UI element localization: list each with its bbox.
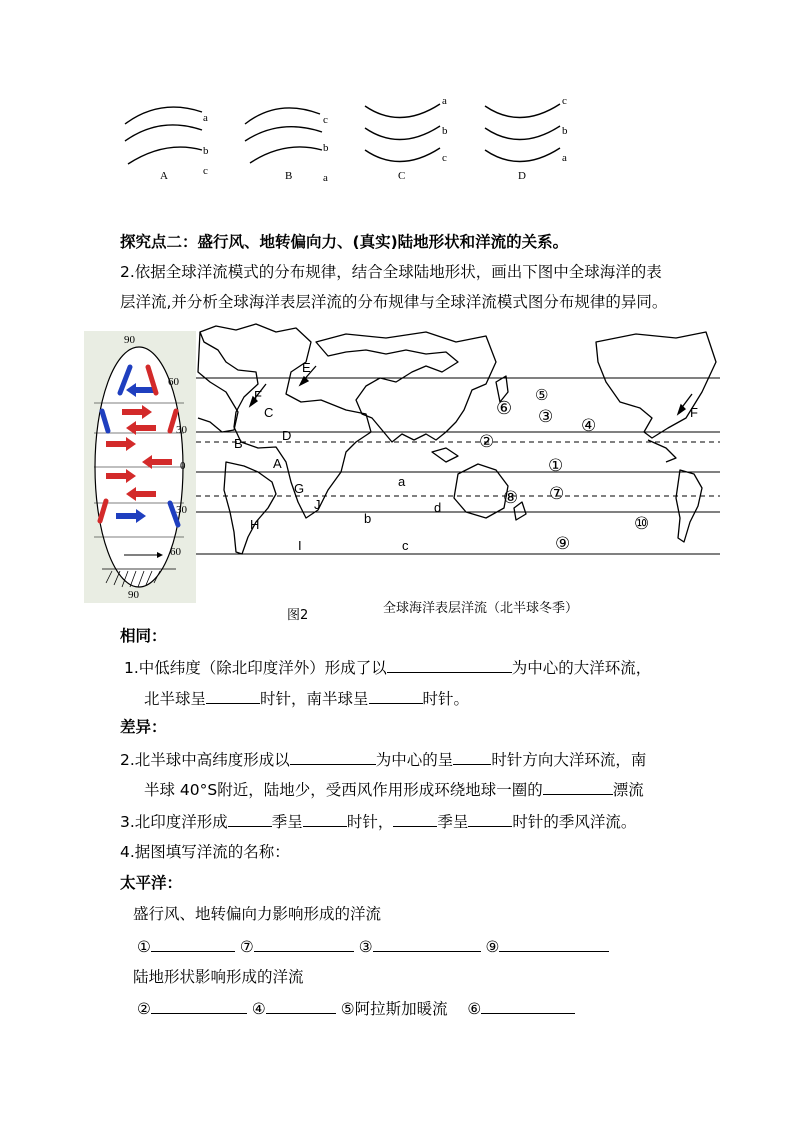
map-label-c-lower: c xyxy=(402,538,409,553)
map-number-10: ⑩ xyxy=(634,514,650,533)
map-label-c-upper: C xyxy=(264,405,274,420)
rotation-1-blank[interactable] xyxy=(303,811,347,827)
diagram-b-label-3: a xyxy=(323,172,328,184)
map-number-3: ③ xyxy=(538,407,554,426)
figure-label: 图2 xyxy=(287,608,309,623)
same-2-text-a: 北半球呈 xyxy=(144,690,207,708)
diff-line-2 xyxy=(120,749,646,770)
model-lat-60-s: 60 xyxy=(170,546,181,558)
map-label-a-upper: A xyxy=(273,456,282,471)
question-2-line-2: 层洋流,并分析全球海洋表层洋流的分布规律与全球洋流模式图分布规律的异同。 xyxy=(120,293,668,311)
same-line-1 xyxy=(124,657,651,678)
diagram-b-caption: B xyxy=(285,170,293,182)
diagram-b-label-2: b xyxy=(323,142,329,154)
wind-item-3-label: ③ xyxy=(358,938,373,956)
diagram-c-label-3: c xyxy=(442,152,447,164)
south-rotation-blank[interactable] xyxy=(369,688,423,704)
diagram-d-label-1: c xyxy=(562,95,567,107)
wind-item-7-label: ⑦ xyxy=(239,938,254,956)
map-label-f-east: F xyxy=(690,405,698,420)
same-2-text-c: 时针。 xyxy=(422,690,470,708)
map-caption: 全球海洋表层洋流（北半球冬季） xyxy=(383,601,579,616)
wind-item-9-label: ⑨ xyxy=(485,938,500,956)
diagram-a-caption: A xyxy=(160,170,168,182)
diagram-a-label-2: b xyxy=(203,145,209,157)
map-label-b-lower: b xyxy=(364,511,372,526)
same-line-2 xyxy=(144,688,469,709)
westerly-drift-blank[interactable] xyxy=(543,779,613,795)
section-heading: 探究点二：盛行风、地转偏向力、(真实)陆地形状和洋流的关系。 xyxy=(120,233,569,251)
map-number-5: ⑤ xyxy=(535,387,549,404)
land-heading: 陆地形状影响形成的洋流 xyxy=(133,968,304,986)
map-label-e: E xyxy=(302,360,311,375)
pacific-heading: 太平洋： xyxy=(120,874,183,892)
model-lat-90-n: 90 xyxy=(124,334,135,346)
land-item-5-label: ⑤阿拉斯加暖流 xyxy=(340,1000,448,1018)
same-heading: 相同： xyxy=(120,627,167,645)
map-number-7: ⑦ xyxy=(549,484,565,503)
diagram-d-label-2: b xyxy=(562,125,568,137)
diff-heading: 差异： xyxy=(120,718,167,736)
diff-2-text-b: 为中心的呈 xyxy=(375,751,454,769)
season-2-blank[interactable] xyxy=(393,811,437,827)
land-item-6-label: ⑥ xyxy=(467,1000,482,1018)
north-rotation-blank[interactable] xyxy=(206,688,260,704)
land-item-4-blank[interactable] xyxy=(266,998,336,1014)
same-1-text-a: 1.中低纬度（除北印度洋外）形成了以 xyxy=(124,659,387,677)
map-number-4: ④ xyxy=(581,416,597,435)
map-number-2: ② xyxy=(479,432,495,451)
map-number-6: ⑥ xyxy=(496,398,513,418)
map-label-h: H xyxy=(250,517,260,532)
map-label-g: G xyxy=(294,481,305,496)
land-items-row xyxy=(137,998,575,1019)
diff-2-text-c: 时针方向大洋环流，南 xyxy=(491,751,647,769)
wind-heading: 盛行风、地转偏向力影响形成的洋流 xyxy=(133,905,382,923)
same-2-text-b: 时针，南半球呈 xyxy=(260,690,369,708)
map-label-b: B xyxy=(234,436,243,451)
wind-item-1-blank[interactable] xyxy=(151,936,235,952)
diagram-a-label-3: c xyxy=(203,165,208,177)
wind-item-9-blank[interactable] xyxy=(499,936,609,952)
diff-3-text-e: 时针的季风洋流。 xyxy=(512,813,637,831)
map-label-f-west: F xyxy=(254,388,262,403)
diff-2-text-d: 半球 40°S附近，陆地少，受西风作用形成环绕地球一圈的 xyxy=(144,781,543,799)
question-4: 4.据图填写洋流的名称： xyxy=(120,843,290,861)
land-item-2-label: ② xyxy=(137,1000,151,1018)
diff-2-text-a: 2.北半球中高纬度形成以 xyxy=(120,751,290,769)
wind-item-7-blank[interactable] xyxy=(254,936,354,952)
diff-line-2b xyxy=(144,779,644,800)
diagram-a-label-1: a xyxy=(203,112,208,124)
diagram-d-label-3: a xyxy=(562,152,567,164)
rotation-2-blank[interactable] xyxy=(468,811,512,827)
diagram-c-caption: C xyxy=(398,170,406,182)
diff-3-text-d: 季呈 xyxy=(437,813,469,831)
model-lat-90-s: 90 xyxy=(128,589,139,601)
map-number-9: ⑨ xyxy=(555,534,571,553)
map-label-d-lower: d xyxy=(434,500,442,515)
map-number-8: ⑧ xyxy=(503,488,519,507)
map-label-j: J xyxy=(314,497,321,512)
season-1-blank[interactable] xyxy=(228,811,272,827)
diagram-c-label-1: a xyxy=(442,95,447,107)
model-lat-0: 0 xyxy=(180,460,186,472)
land-item-2-blank[interactable] xyxy=(151,998,247,1014)
land-item-4-label: ④ xyxy=(251,1000,266,1018)
same-1-text-b: 为中心的大洋环流， xyxy=(511,659,652,677)
question-2-line-1: 2.依据全球洋流模式的分布规律，结合全球陆地形状，画出下图中全球海洋的表 xyxy=(120,263,662,281)
diff-line-3 xyxy=(120,811,636,832)
land-item-6-blank[interactable] xyxy=(481,998,575,1014)
map-label-i: I xyxy=(298,538,302,553)
wind-item-1-label: ① xyxy=(137,938,151,956)
model-lat-30-s: 30 xyxy=(176,504,187,516)
diff-3-text-c: 时针， xyxy=(346,813,394,831)
map-label-a-lower: a xyxy=(398,474,406,489)
map-number-1: ① xyxy=(548,456,564,475)
wind-items-row xyxy=(137,936,609,957)
diff-2-text-e: 漂流 xyxy=(612,781,644,799)
diagram-d-caption: D xyxy=(518,170,526,182)
diagram-b-label-1: c xyxy=(323,114,328,126)
diff-3-text-b: 季呈 xyxy=(271,813,303,831)
model-lat-30-n: 30 xyxy=(176,424,187,436)
model-lat-60-n: 60 xyxy=(168,376,179,388)
diagram-c-label-2: b xyxy=(442,125,448,137)
diff-3-text-a: 3.北印度洋形成 xyxy=(120,813,228,831)
wind-item-3-blank[interactable] xyxy=(373,936,481,952)
high-lat-center-blank[interactable] xyxy=(290,749,376,765)
center-blank[interactable] xyxy=(387,657,512,673)
high-lat-rotation-blank[interactable] xyxy=(453,749,491,765)
map-label-d: D xyxy=(282,428,292,443)
